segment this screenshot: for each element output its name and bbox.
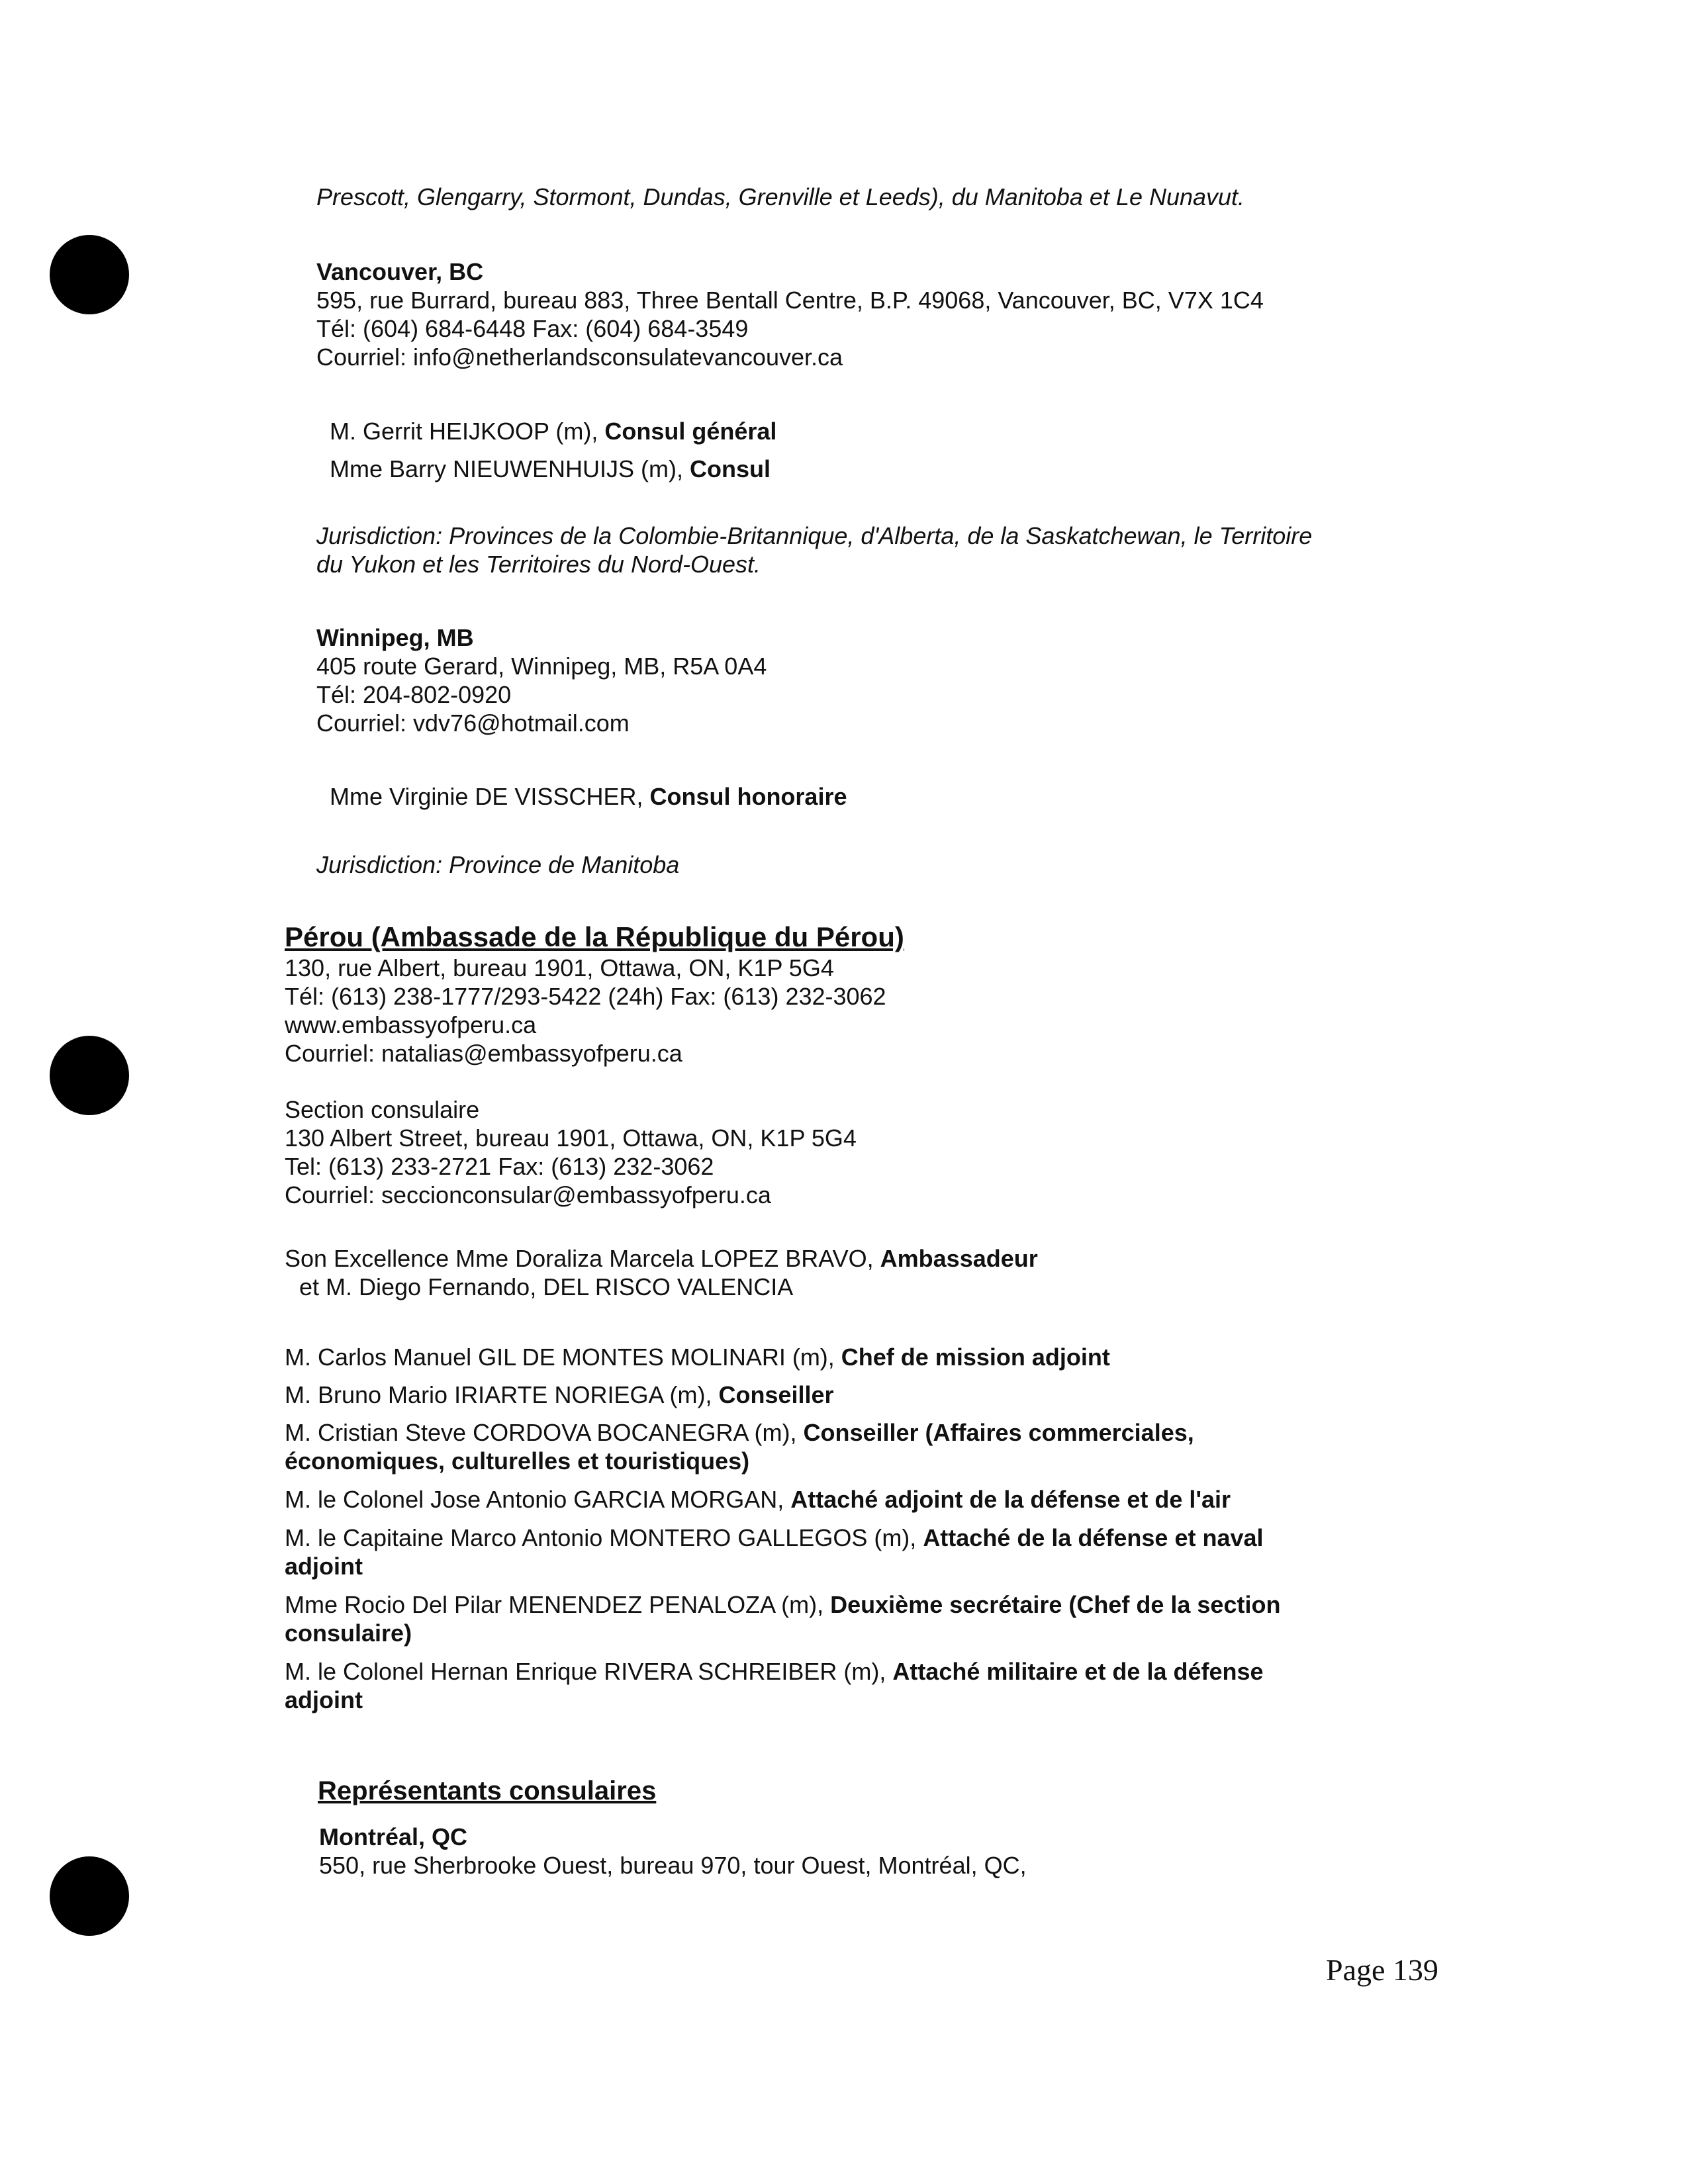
binder-hole-bottom (50, 1856, 129, 1936)
vancouver-jurisdiction-2: du Yukon et les Territoires du Nord-Ouest. (316, 551, 761, 578)
peru-staff-6 (285, 1590, 1280, 1619)
staff-title: Consul honoraire (649, 783, 847, 810)
vancouver-staff-1 (330, 417, 776, 446)
peru-email: Courriel: natalias@embassyofperu.ca (285, 1040, 682, 1067)
staff-title: Attaché adjoint de la défense et de l'air (790, 1486, 1231, 1513)
staff-title: Consul (690, 455, 771, 482)
staff-name: M. Bruno Mario IRIARTE NORIEGA (m), (285, 1381, 719, 1408)
consular-address: 130 Albert Street, bureau 1901, Ottawa, ON, K1P 5G4 (285, 1124, 857, 1152)
consular-email: Courriel: seccionconsular@embassyofperu.ca (285, 1181, 771, 1208)
staff-title: Conseiller (718, 1381, 834, 1408)
peru-staff-2 (285, 1381, 834, 1410)
peru-staff-7-title-cont: adjoint (285, 1686, 363, 1713)
staff-name: M. Carlos Manuel GIL DE MONTES MOLINARI (m), (285, 1343, 841, 1371)
staff-title: Deuxième secrétaire (Chef de la section (830, 1591, 1281, 1618)
winnipeg-jurisdiction: Jurisdiction: Province de Manitoba (316, 851, 680, 878)
winnipeg-city: Winnipeg, MB (316, 624, 474, 651)
peru-address: 130, rue Albert, bureau 1901, Ottawa, ON, K1P 5G4 (285, 954, 834, 981)
staff-name: Mme Rocio Del Pilar MENENDEZ PENALOZA (m), (285, 1591, 831, 1618)
staff-name: M. le Colonel Hernan Enrique RIVERA SCHREIBER (m), (285, 1658, 893, 1685)
peru-heading: Pérou (Ambassade de la République du Pérou) (285, 921, 904, 952)
vancouver-address: 595, rue Burrard, bureau 883, Three Bentall Centre, B.P. 49068, Vancouver, BC, V7X 1C4 (316, 287, 1264, 314)
peru-website: www.embassyofperu.ca (285, 1011, 537, 1038)
vancouver-staff-2 (330, 455, 771, 484)
peru-staff-1 (285, 1343, 1110, 1372)
winnipeg-address: 405 route Gerard, Winnipeg, MB, R5A 0A4 (316, 653, 767, 680)
peru-phone: Tél: (613) 238-1777/293-5422 (24h) Fax: (613) 232-3062 (285, 983, 886, 1010)
peru-staff-5 (285, 1524, 1264, 1553)
peru-staff-3 (285, 1418, 1194, 1447)
prev-jurisdiction: Prescott, Glengarry, Stormont, Dundas, Grenville et Leeds), du Manitoba et Le Nunavut. (316, 183, 1245, 210)
consular-section-label: Section consulaire (285, 1096, 480, 1123)
consular-reps-heading: Représentants consulaires (318, 1776, 657, 1805)
binder-hole-middle (50, 1036, 129, 1115)
winnipeg-email: Courriel: vdv76@hotmail.com (316, 709, 630, 737)
staff-name: M. le Colonel Jose Antonio GARCIA MORGAN, (285, 1486, 791, 1513)
staff-title: Attaché militaire et de la défense (892, 1658, 1264, 1685)
staff-name: M. Cristian Steve CORDOVA BOCANEGRA (m), (285, 1419, 804, 1446)
vancouver-email: Courriel: info@netherlandsconsulatevancouver.ca (316, 343, 843, 371)
staff-title: Consul général (604, 418, 777, 445)
ambassador-name: Son Excellence Mme Doraliza Marcela LOPEZ BRAVO, (285, 1245, 880, 1272)
page-number: Page 139 (1326, 1953, 1438, 1987)
binder-hole-top (50, 235, 129, 314)
montreal-city: Montréal, QC (319, 1823, 468, 1850)
winnipeg-phone: Tél: 204-802-0920 (316, 681, 512, 708)
consular-phone: Tel: (613) 233-2721 Fax: (613) 232-3062 (285, 1153, 714, 1180)
peru-staff-3-title-cont: économiques, culturelles et touristiques) (285, 1447, 750, 1475)
winnipeg-staff-1 (330, 782, 847, 811)
staff-title: Attaché de la défense et naval (923, 1524, 1264, 1551)
vancouver-jurisdiction-1: Jurisdiction: Provinces de la Colombie-Britannique, d'Alberta, de la Saskatchewan, le Territoire (316, 522, 1313, 549)
staff-name: Mme Barry NIEUWENHUIJS (m), (330, 455, 690, 482)
vancouver-phone: Tél: (604) 684-6448 Fax: (604) 684-3549 (316, 315, 749, 342)
staff-name: M. le Capitaine Marco Antonio MONTERO GALLEGOS (m), (285, 1524, 923, 1551)
staff-title: Conseiller (Affaires commerciales, (803, 1419, 1194, 1446)
ambassador-spouse: et M. Diego Fernando, DEL RISCO VALENCIA (299, 1273, 794, 1300)
staff-name: M. Gerrit HEIJKOOP (m), (330, 418, 605, 445)
ambassador (285, 1244, 1038, 1273)
peru-staff-4 (285, 1485, 1231, 1514)
peru-staff-7 (285, 1657, 1264, 1686)
montreal-address: 550, rue Sherbrooke Ouest, bureau 970, tour Ouest, Montréal, QC, (319, 1852, 1027, 1879)
ambassador-title: Ambassadeur (880, 1245, 1038, 1272)
peru-staff-6-title-cont: consulaire) (285, 1619, 412, 1647)
vancouver-city: Vancouver, BC (316, 258, 484, 285)
peru-staff-5-title-cont: adjoint (285, 1553, 363, 1580)
staff-name: Mme Virginie DE VISSCHER, (330, 783, 650, 810)
staff-title: Chef de mission adjoint (841, 1343, 1110, 1371)
